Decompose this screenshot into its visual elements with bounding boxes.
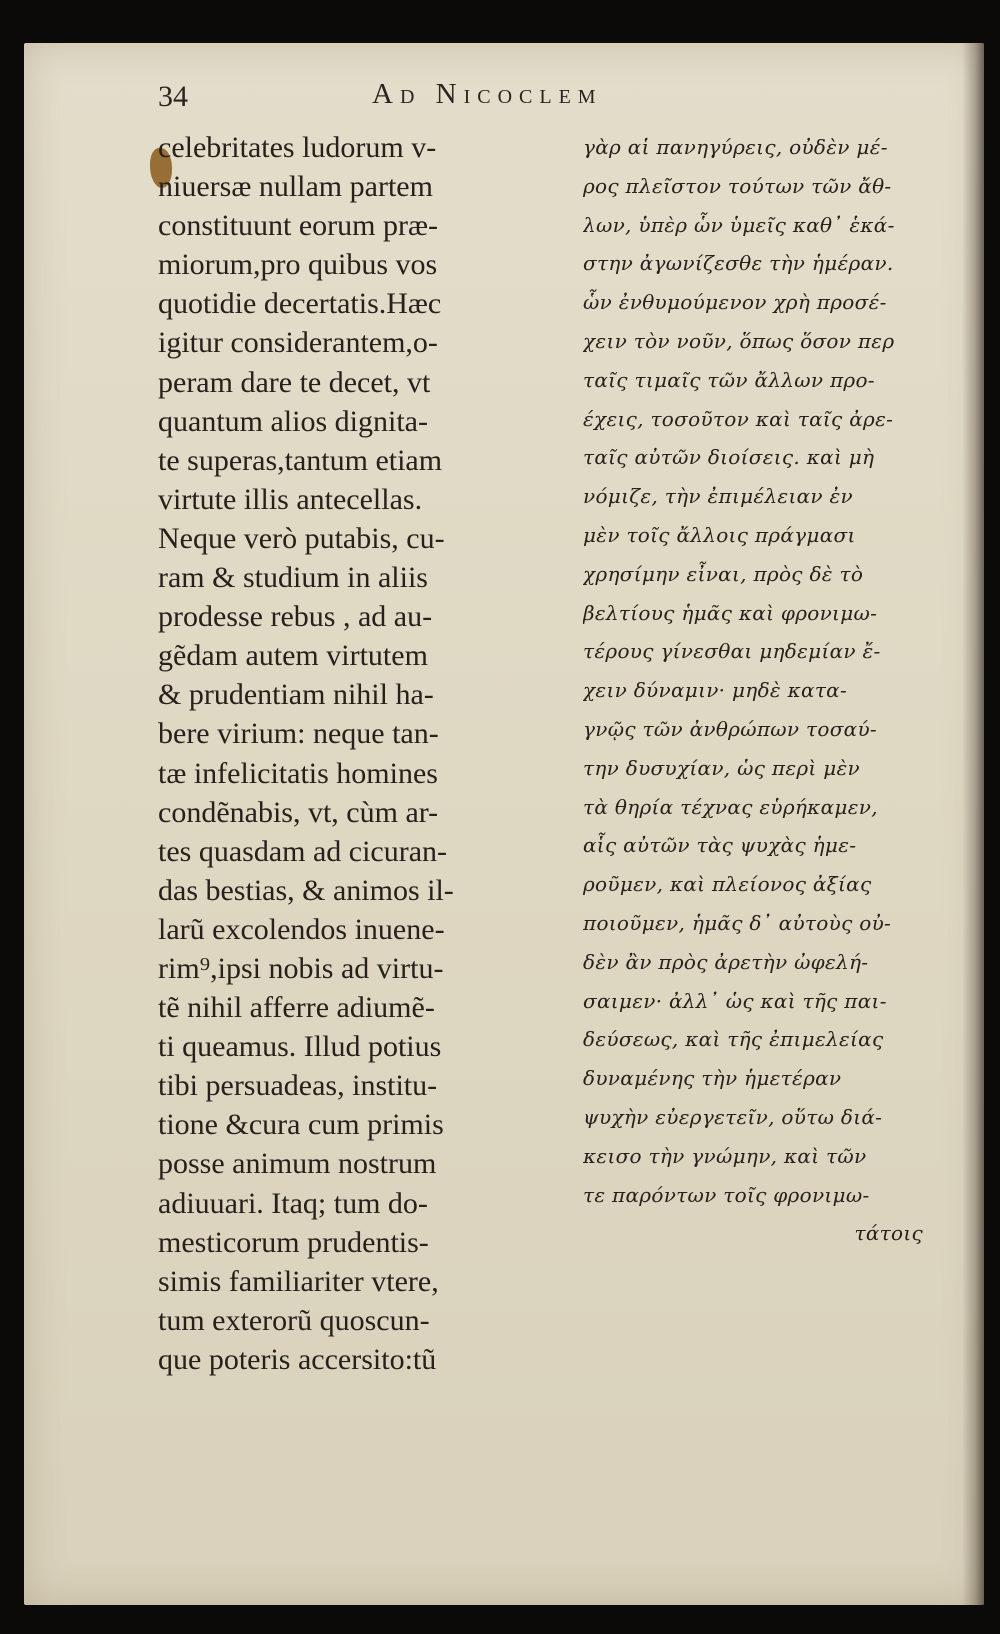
greek-line: στην ἀγωνίζεσθε τὴν ἡμέραν. xyxy=(583,251,894,276)
latin-line: celebritates ludorum v- xyxy=(158,131,437,164)
greek-line: λων, ὑπὲρ ὧν ὑμεῖς καθ᾽ ἑκά- xyxy=(583,212,895,237)
latin-line: das bestias, & animos il- xyxy=(158,873,454,907)
greek-line: κεισο τὴν γνώμην, καὶ τῶν xyxy=(583,1143,867,1168)
latin-line: igitur considerantem,o- xyxy=(158,326,438,360)
greek-line: ρος πλεῖστον τούτων τῶν ἄθ- xyxy=(583,173,892,198)
latin-line: virtute illis antecellas. xyxy=(158,482,423,516)
greek-line: βελτίους ἡμᾶς καὶ φρονιμω- xyxy=(583,600,878,625)
latin-line: larũ excolendos inuene- xyxy=(158,912,445,946)
latin-line: peram dare te decet, vt xyxy=(158,365,431,399)
latin-line: condẽnabis, vt, cùm ar- xyxy=(158,795,439,829)
greek-column xyxy=(583,128,953,1253)
catchword: τάτοις xyxy=(854,1221,923,1246)
greek-line: γνῷς τῶν ἀνθρώπων τοσαύ- xyxy=(583,716,877,741)
latin-line: ti queamus. Illud potius xyxy=(158,1030,442,1064)
greek-line: γὰρ αἱ πανηγύρεις, οὐδὲν μέ- xyxy=(583,135,888,159)
latin-line: te superas,tantum etiam xyxy=(158,443,443,477)
greek-line: ταῖς αὐτῶν διοίσεις. καὶ μὴ xyxy=(583,445,875,470)
latin-line: quantum alios dignita- xyxy=(158,404,428,438)
greek-line: τέρους γίνεσθαι μηδεμίαν ἔ- xyxy=(583,639,881,664)
latin-line: prodesse rebus , ad au- xyxy=(158,600,433,634)
greek-line: ποιοῦμεν, ἡμᾶς δ᾽ αὐτοὺς οὐ- xyxy=(583,910,892,935)
latin-line: Neque verò putabis, cu- xyxy=(158,521,445,555)
running-head: Ad Nicoclem xyxy=(372,78,603,110)
greek-line: χρησίμην εἶναι, πρὸς δὲ τὸ xyxy=(583,561,864,586)
greek-line: την δυσυχίαν, ὡς περὶ μὲν xyxy=(583,755,861,780)
greek-line: ταῖς τιμαῖς τῶν ἄλλων προ- xyxy=(583,367,875,392)
latin-line: niuersæ nullam partem xyxy=(158,170,433,204)
latin-line: constituunt eorum præ- xyxy=(158,209,438,243)
latin-column xyxy=(158,128,568,1379)
latin-line: mesticorum prudentis- xyxy=(158,1225,429,1259)
latin-line: ram & studium in aliis xyxy=(158,561,428,595)
latin-line: tes quasdam ad cicuran- xyxy=(158,834,448,868)
latin-line: posse animum nostrum xyxy=(158,1147,437,1181)
greek-line: αἷς αὐτῶν τὰς ψυχὰς ἡμε- xyxy=(583,833,857,858)
greek-line: μὲν τοῖς ἄλλοις πράγμασι xyxy=(583,522,856,547)
greek-line: χειν δύναμιν· μηδὲ κατα- xyxy=(583,678,848,703)
greek-line: δὲν ἂν πρὸς ἀρετὴν ὠφελή- xyxy=(583,949,869,974)
latin-line: tibi persuadeas, institu- xyxy=(158,1069,438,1103)
latin-line: simis familiariter vtere, xyxy=(158,1264,439,1298)
greek-line: ροῦμεν, καὶ πλείονος ἀξίας xyxy=(583,872,872,897)
greek-line: χειν τὸν νοῦν, ὅπως ὅσον περ xyxy=(583,328,895,353)
page-number: 34 xyxy=(158,80,188,113)
latin-line: bere virium: neque tan- xyxy=(158,717,439,751)
greek-line: ψυχὴν εὐεργετεῖν, οὕτω διά- xyxy=(583,1104,883,1129)
greek-line: νόμιζε, τὴν ἐπιμέλειαν ἐν xyxy=(583,484,853,509)
latin-line: tẽ nihil afferre adiumẽ- xyxy=(158,991,435,1025)
latin-line: que poteris accersito:tũ xyxy=(158,1342,437,1376)
latin-line: miorum,pro quibus vos xyxy=(158,248,438,282)
latin-line: tæ infelicitatis homines xyxy=(158,756,438,790)
page-edge-shadow xyxy=(962,43,984,1605)
greek-line: δυναμένης τὴν ἡμετέραν xyxy=(583,1066,842,1091)
latin-line: adiuuari. Itaq; tum do- xyxy=(158,1186,428,1220)
greek-line: σαιμεν· ἀλλ᾽ ὡς καὶ τῆς παι- xyxy=(583,988,887,1013)
latin-line: quotidie decertatis.Hæc xyxy=(158,287,442,321)
latin-line: gẽdam autem virtutem xyxy=(158,639,428,673)
latin-line: rim⁹,ipsi nobis ad virtu- xyxy=(158,951,444,985)
greek-line: τὰ θηρία τέχνας εὑρήκαμεν, xyxy=(583,794,878,819)
greek-line: τε παρόντων τοῖς φρονιμω- xyxy=(583,1182,870,1207)
greek-line: δεύσεως, καὶ τῆς ἐπιμελείας xyxy=(583,1027,884,1052)
latin-line: tione &cura cum primis xyxy=(158,1108,444,1142)
latin-line: tum exterorũ quoscun- xyxy=(158,1303,430,1337)
latin-line: & prudentiam nihil ha- xyxy=(158,678,434,712)
greek-line: ὧν ἐνθυμούμενον χρὴ προσέ- xyxy=(583,290,887,315)
greek-line: έχεις, τοσοῦτον καὶ ταῖς ἀρε- xyxy=(583,406,894,431)
